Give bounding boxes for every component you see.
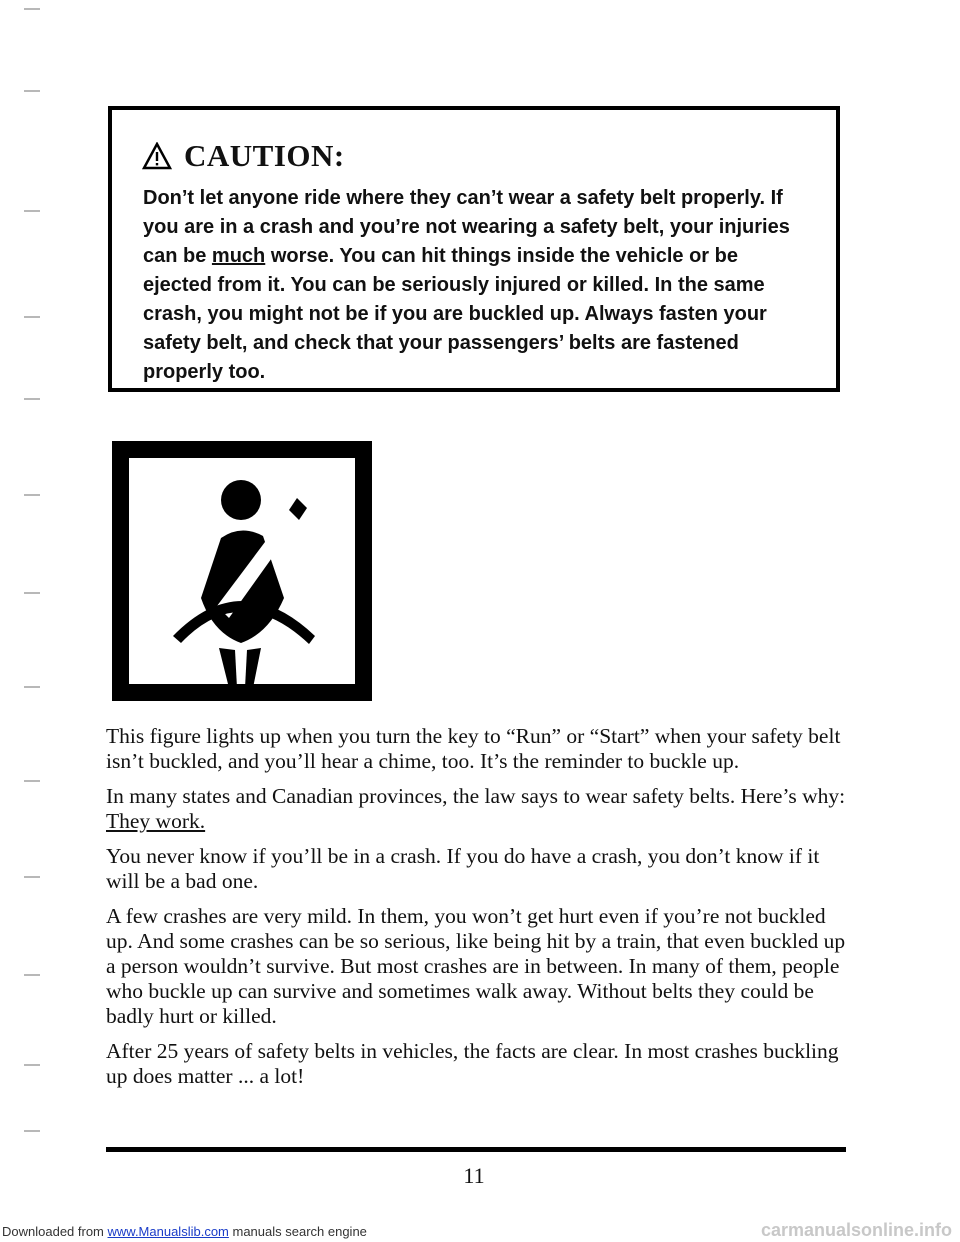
caution-text: Don’t let anyone ride where they can’t wear a safety belt properly. If you are in a crash and you’re not wearing a safety belt, your injuries can be much worse. You can hit things inside the vehicle or be ejected from it. You can be seriously injured or killed. In the same crash, you might not be if you are buckled up. Always fasten your safety belt, and check that your passengers’ belts are fastened properly too. <box>143 187 790 383</box>
body-text <box>106 724 846 1099</box>
seatbelt-reminder-icon <box>129 458 355 684</box>
paragraph: A few crashes are very mild. In them, you won’t get hurt even if you’re not buckled up. And some crashes can be so serious, like being hit by a train, that even buckled up a person wouldn’t survive. But most crashes are in between. In many of them, people who buckle up can survive and sometimes walk away. Without belts they could be badly hurt or killed. <box>106 904 846 1028</box>
margin-mark <box>24 494 40 496</box>
paragraph: This figure lights up when you turn the key to “Run” or “Start” when your safety belt isn’t buckled, and you’ll hear a chime, too. It’s the reminder to buckle up. <box>106 724 841 773</box>
margin-mark <box>24 974 40 976</box>
caution-emphasis: much <box>211 245 266 267</box>
paragraph: In many states and Canadian provinces, the law says to wear safety belts. Here’s why: They work. <box>106 784 846 833</box>
caution-title: CAUTION: <box>184 138 345 173</box>
paragraph: You never know if you’ll be in a crash. If you do have a crash, you don’t know if it will be a bad one. <box>106 844 820 893</box>
divider <box>106 1147 846 1152</box>
caution-header <box>142 138 806 174</box>
page-number: 11 <box>463 1163 485 1188</box>
margin-mark <box>24 876 40 878</box>
margin-mark <box>24 780 40 782</box>
paragraph: After 25 years of safety belts in vehicles, the facts are clear. In most crashes buckling up does matter ... a lot! <box>106 1039 839 1088</box>
margin-mark <box>24 90 40 92</box>
manualslib-link[interactable]: www.Manualslib.com <box>107 1224 229 1239</box>
emphasis-text: They work. <box>106 809 206 833</box>
margin-mark <box>24 1130 40 1132</box>
caution-box <box>108 106 840 392</box>
margin-mark <box>24 592 40 594</box>
margin-mark <box>24 210 40 212</box>
warning-triangle-icon <box>142 142 172 170</box>
seatbelt-figure <box>112 441 372 701</box>
download-footer: Downloaded from www.Manualslib.com manuals search engine <box>2 1224 367 1239</box>
margin-mark <box>24 8 40 10</box>
margin-mark <box>24 316 40 318</box>
watermark: carmanualsonline.info <box>760 1220 952 1240</box>
margin-mark <box>24 1064 40 1066</box>
margin-mark <box>24 398 40 400</box>
margin-mark <box>24 686 40 688</box>
